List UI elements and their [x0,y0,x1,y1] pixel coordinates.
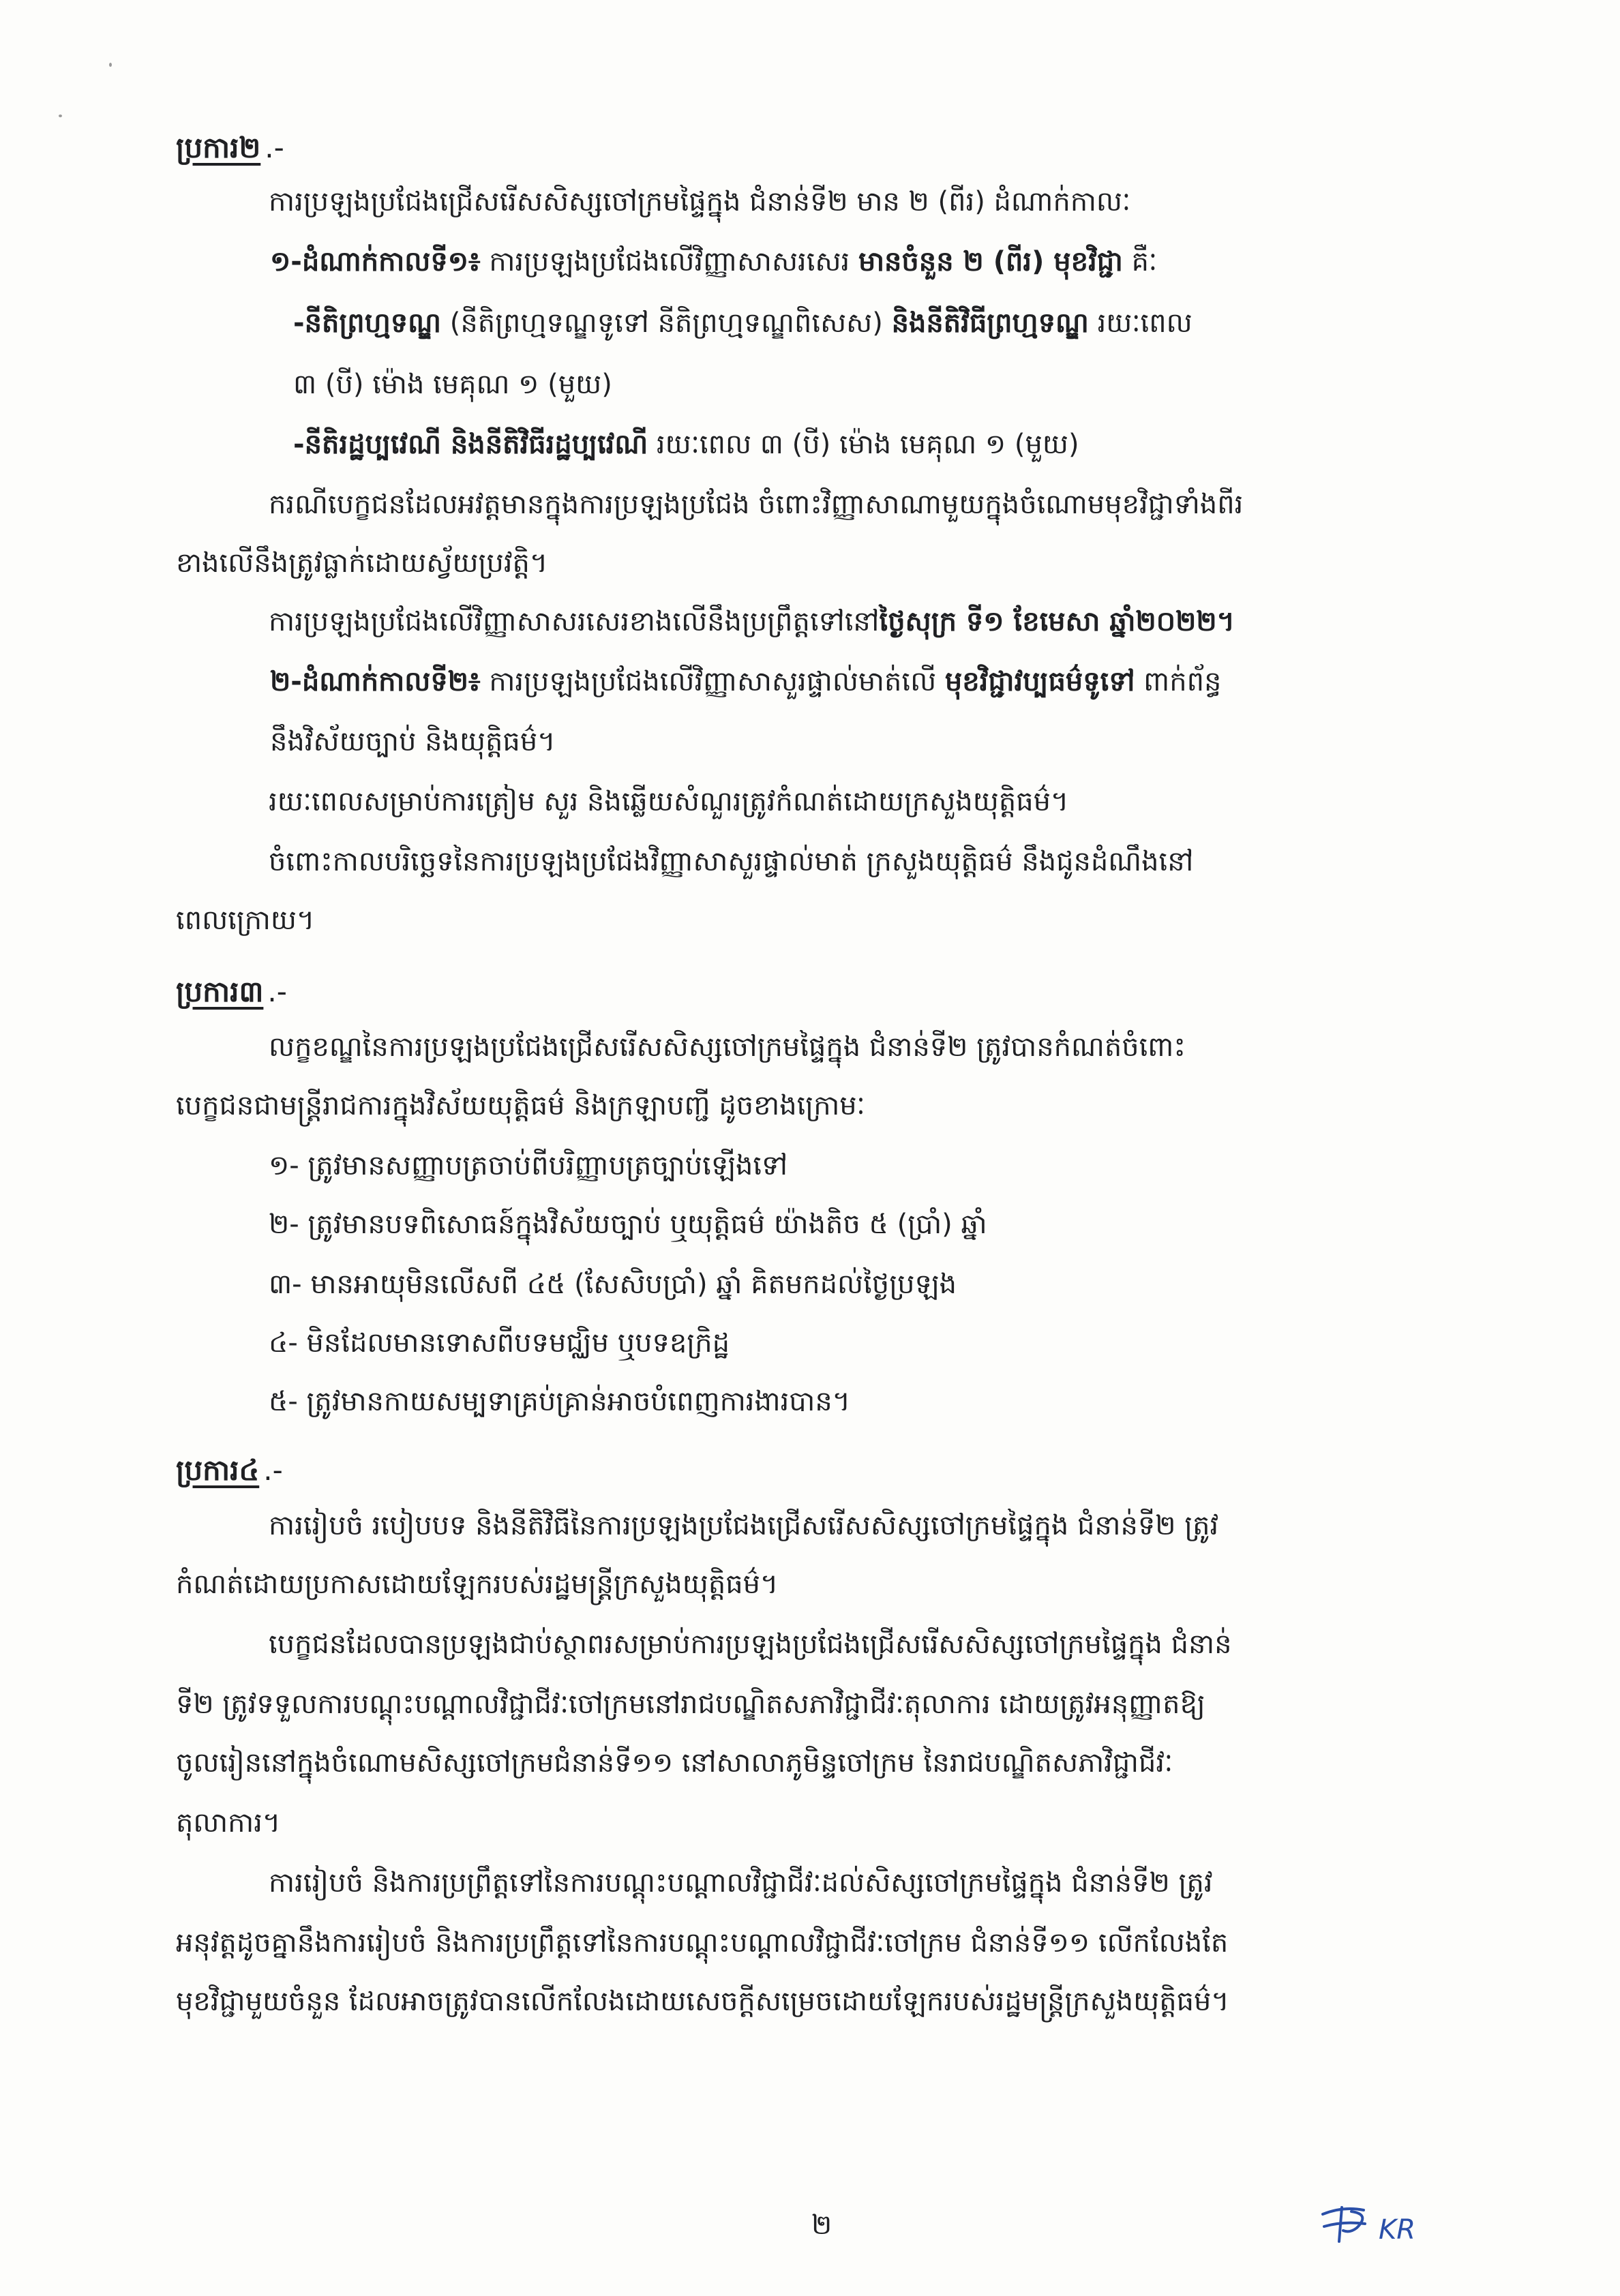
paragraph-line: ខាងលើនឹងត្រូវធ្លាក់ដោយស្វ័យប្រវត្តិ។ [176,547,548,579]
exam-date-line: ការប្រឡងប្រជែងលើវិញ្ញាសាសរសេរខាងលើនឹងប្រព្រឹត្តទៅនៅថ្ងៃសុក្រ ទី១ ខែមេសា ឆ្នាំ២០២២។ [269,606,1235,637]
section-heading-3: ប្រការ៣ .- [176,975,287,1008]
section-heading-2: ប្រការ២ .- [176,131,284,164]
scan-speck [109,63,112,67]
stage-2-cont: នឹងវិស័យច្បាប់ និងយុត្តិធម៌។ [270,726,556,757]
paragraph-line: បេក្ខជនជាមន្ត្រីរាជការក្នុងវិស័យយុត្តិធម៌ និងក្រឡាបញ្ជី ដូចខាងក្រោមៈ [176,1090,865,1121]
stage-2-line: ២-ដំណាក់កាលទី២៖ ការប្រឡងប្រជែងលើវិញ្ញាសាសួរផ្ទាល់មាត់លើ មុខវិជ្ជាវប្បធម៌ទូទៅ ពាក់ព័ន្ធ [270,666,1222,697]
condition-item: ១- ត្រូវមានសញ្ញាបត្រចាប់ពីបរិញ្ញាបត្រច្បាប់ឡើងទៅ [269,1150,788,1181]
signature-initials: KR [1379,2214,1416,2246]
paragraph-line: មុខវិជ្ជាមួយចំនួន ដែលអាចត្រូវបានលើកលែងដោយសេចក្ដីសម្រេចដោយឡែករបស់រដ្ឋមន្ត្រីក្រសួងយុត្តិធម៌។ [176,1986,1229,2017]
paragraph-line: កំណត់ដោយប្រកាសដោយឡែករបស់រដ្ឋមន្ត្រីក្រសួងយុត្តិធម៌។ [176,1569,779,1600]
paragraph-line: លក្ខខណ្ឌនៃការប្រឡងប្រជែងជ្រើសរើសសិស្សចៅក្រមផ្ទៃក្នុង ជំនាន់ទី២ ត្រូវបានកំណត់ចំពោះ [269,1031,1186,1063]
condition-item: ២- ត្រូវមានបទពិសោធន៍ក្នុងវិស័យច្បាប់ ឬយុត្តិធម៌ យ៉ាងតិច ៥ (ប្រាំ) ឆ្នាំ [269,1209,987,1240]
stage-1-line: ១-ដំណាក់កាលទី១៖ ការប្រឡងប្រជែងលើវិញ្ញាសាសរសេរ មានចំនួន ២ (ពីរ) មុខវិជ្ជា គឺៈ [270,246,1158,277]
condition-item: ៣- មានអាយុមិនលើសពី ៤៥ (សែសិបប្រាំ) ឆ្នាំ គិតមកដល់ថ្ងៃប្រឡង [269,1269,957,1300]
signature-initials-icon [1316,2194,1480,2255]
paragraph-line: ការប្រឡងប្រជែងជ្រើសរើសសិស្សចៅក្រមផ្ទៃក្នុង ជំនាន់ទី២ មាន ២ (ពីរ) ដំណាក់កាលៈ [269,186,1131,217]
paragraph-line: បេក្ខជនដែលបានប្រឡងជាប់ស្ថាពរសម្រាប់ការប្រឡងប្រជែងជ្រើសរើសសិស្សចៅក្រមផ្ទៃក្នុង ជំនាន់ [269,1629,1232,1660]
subject-item-2: -នីតិរដ្ឋប្បវេណី និងនីតិវិធីរដ្ឋប្បវេណី រយៈពេល ៣ (បី) ម៉ោង មេគុណ ១ (មួយ) [293,429,1079,460]
paragraph-line: ការរៀបចំ របៀបបទ និងនីតិវិធីនៃការប្រឡងប្រជែងជ្រើសរើសសិស្សចៅក្រមផ្ទៃក្នុង ជំនាន់ទី២ ត្រូវ [269,1510,1219,1541]
paragraph-line: រយៈពេលសម្រាប់ការត្រៀម សួរ និងឆ្លើយសំណួរត្រូវកំណត់ដោយក្រសួងយុត្តិធម៌។ [269,786,1069,817]
paragraph-line: ចូលរៀននៅក្នុងចំណោមសិស្សចៅក្រមជំនាន់ទី១១ នៅសាលាភូមិន្ទចៅក្រម នៃរាជបណ្ឌិតសភាវិជ្ជាជីវៈ [176,1747,1173,1779]
paragraph-line: ពេលក្រោយ។ [176,905,315,936]
paragraph-line: ទី២ ត្រូវទទួលការបណ្ដុះបណ្ដាលវិជ្ជាជីវៈចៅក្រមនៅរាជបណ្ឌិតសភាវិជ្ជាជីវៈតុលាការ ដោយត្រូវអនុញ្ញាតឱ្យ [176,1689,1205,1720]
paragraph-line: ករណីបេក្ខជនដែលអវត្តមានក្នុងការប្រឡងប្រជែង ចំពោះវិញ្ញាសាណាមួយក្នុងចំណោមមុខវិជ្ជាទាំងពីរ [269,489,1244,520]
paragraph-line: អនុវត្តដូចគ្នានឹងការរៀបចំ និងការប្រព្រឹត្តទៅនៃការបណ្ដុះបណ្ដាលវិជ្ជាជីវៈចៅក្រម ជំនាន់ទី១១ លើកលែងតែ [176,1927,1229,1959]
page-number: ២ [811,2209,832,2241]
section-heading-4: ប្រការ៤ .- [176,1453,283,1487]
condition-item: ៤- មិនដែលមានទោសពីបទមជ្ឈិម ឬបទឧក្រិដ្ឋ [269,1327,730,1359]
condition-item: ៥- ត្រូវមានកាយសម្បទាគ្រប់គ្រាន់អាចបំពេញការងារបាន។ [269,1386,851,1417]
subject-item-1-cont: ៣ (បី) ម៉ោង មេគុណ ១ (មួយ) [293,369,612,400]
paragraph-line: ការរៀបចំ និងការប្រព្រឹត្តទៅនៃការបណ្ដុះបណ្ដាលវិជ្ជាជីវៈដល់សិស្សចៅក្រមផ្ទៃក្នុង ជំនាន់ទី២ ត្រូវ [269,1867,1213,1899]
paragraph-line: ចំពោះកាលបរិច្ឆេទនៃការប្រឡងប្រជែងវិញ្ញាសាសួរផ្ទាល់មាត់ ក្រសួងយុត្តិធម៌ នឹងជូនដំណឹងនៅ [269,846,1194,877]
paragraph-line: តុលាការ។ [176,1807,281,1839]
scan-speck [59,115,62,117]
subject-item-1: -នីតិព្រហ្មទណ្ឌ (នីតិព្រហ្មទណ្ឌទូទៅ នីតិព្រហ្មទណ្ឌពិសេស) និងនីតិវិធីព្រហ្មទណ្ឌ រយៈពេល [293,307,1192,339]
